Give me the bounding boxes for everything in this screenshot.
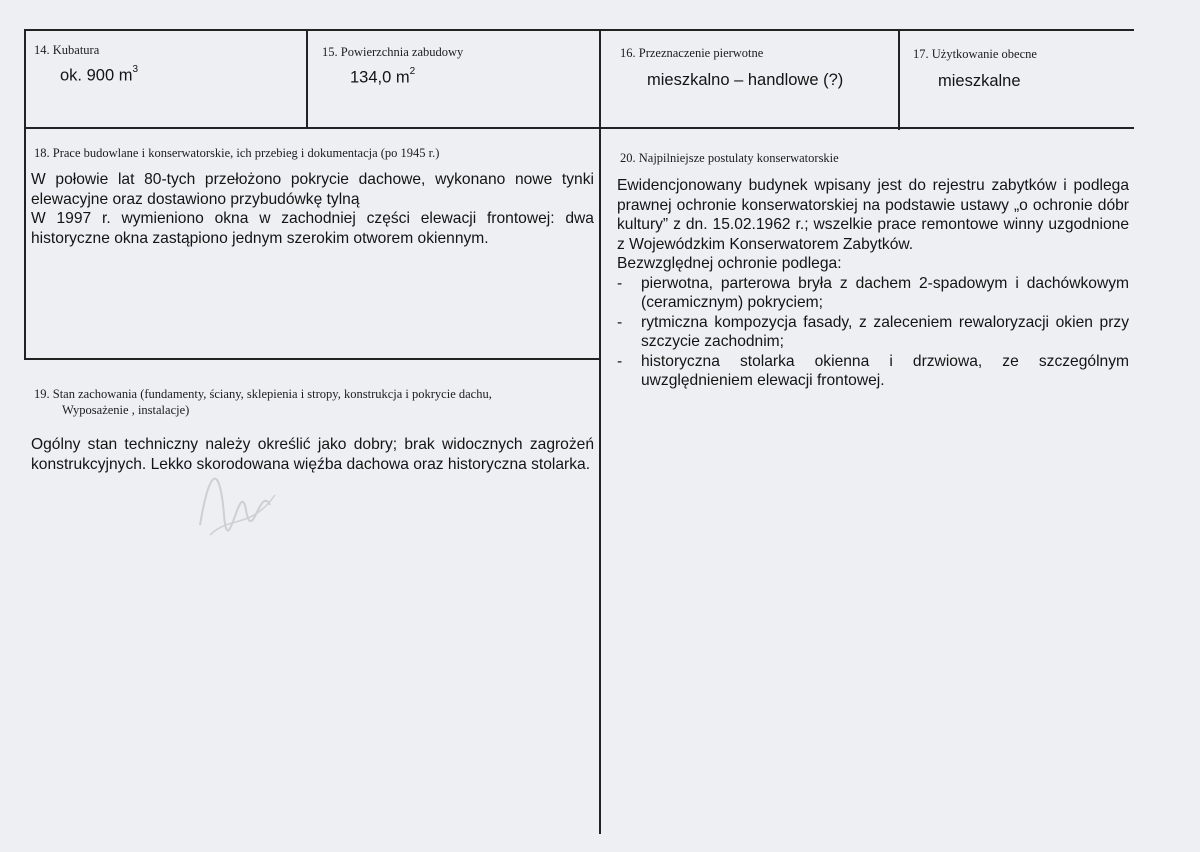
postulaty-bullet-list [617,274,1129,391]
przeznaczenie-label: 16. Przeznaczenie pierwotne [620,46,764,60]
main-column-divider [599,29,601,834]
uzytkowanie-label: 17. Użytkowanie obecne [913,47,1037,61]
bullet-text: pierwotna, parterowa bryła z dachem 2-spadowym i dachówkowym (ceramicznym) pokryciem; [641,274,1129,311]
prace-text [31,170,594,248]
bullet-dash: - [617,352,623,370]
stan-label-line-1: 19. Stan zachowania (fundamenty, ściany, sklepienia i stropy, konstrukcja i pokrycie dachu, [34,387,492,401]
prace-paragraph-1: W połowie lat 80-tych przełożono pokrycie dachowe, wykonano nowe tynki elewacyjne oraz dostawiono przybudówkę tylną [31,171,594,208]
list-item [617,313,1129,352]
powierzchnia-label: 15. Powierzchnia zabudowy [322,45,464,59]
stan-label [34,386,492,418]
postulaty-label: 20. Najpilniejsze postulaty konserwatorskie [620,151,839,165]
kubatura-value: ok. 900 $m^3$ [60,64,139,85]
stan-text [31,435,594,474]
bullet-text: historyczna stolarka okienna i drzwiowa, ze szczególnym uwzględnieniem elewacji frontowej. [641,352,1129,389]
divider-16-17 [898,29,900,130]
top-border [24,29,1134,31]
divider-14-15 [306,29,308,128]
list-item [617,274,1129,313]
bullet-text: rytmiczna kompozycja fasady, z zaleceniem rewaloryzacji okien przy szczycie zachodnim; [641,313,1129,350]
stan-label-line-2: Wyposażenie , instalacje) [62,403,190,417]
list-item [617,352,1129,391]
postulaty-text [617,176,1129,391]
postulaty-subheading: Bezwzględnej ochronie podlega: [617,255,842,272]
powierzchnia-value: 134,0 $m^2$ [350,66,416,87]
signature-mark [190,455,280,545]
row1-bottom-border [24,127,1134,129]
prace-paragraph-2: W 1997 r. wymieniono okna w zachodniej części elewacji frontowej: dwa historyczne okna zastąpiono jednym szerokim otworem okiennym. [31,210,594,247]
prace-label: 18. Prace budowlane i konserwatorskie, ich przebieg i dokumentacja (po 1945 r.) [34,146,440,160]
left-border [24,29,26,359]
kubatura-label: 14. Kubatura [34,43,100,57]
bullet-dash: - [617,313,623,331]
stan-paragraph: Ogólny stan techniczny należy określić jako dobry; brak widocznych zagrożeń konstrukcyjnych. Lekko skorodowana więźba dachowa oraz historyczna stolarka. [31,436,594,473]
postulaty-intro: Ewidencjonowany budynek wpisany jest do rejestru zabytków i podlega prawnej ochronie konserwatorskiej na podstawie ustawy „o ochronie dóbr kultury” z dn. 15.02.1962 r.; wszelkie prace remontowe winny uzgodnione z Wojewódzkim Konserwatorem Zabytków. [617,177,1129,253]
uzytkowanie-value: mieszkalne [938,72,1021,90]
section-18-bottom-border [24,358,600,360]
przeznaczenie-value: mieszkalno – handlowe (?) [647,71,844,89]
bullet-dash: - [617,274,623,292]
